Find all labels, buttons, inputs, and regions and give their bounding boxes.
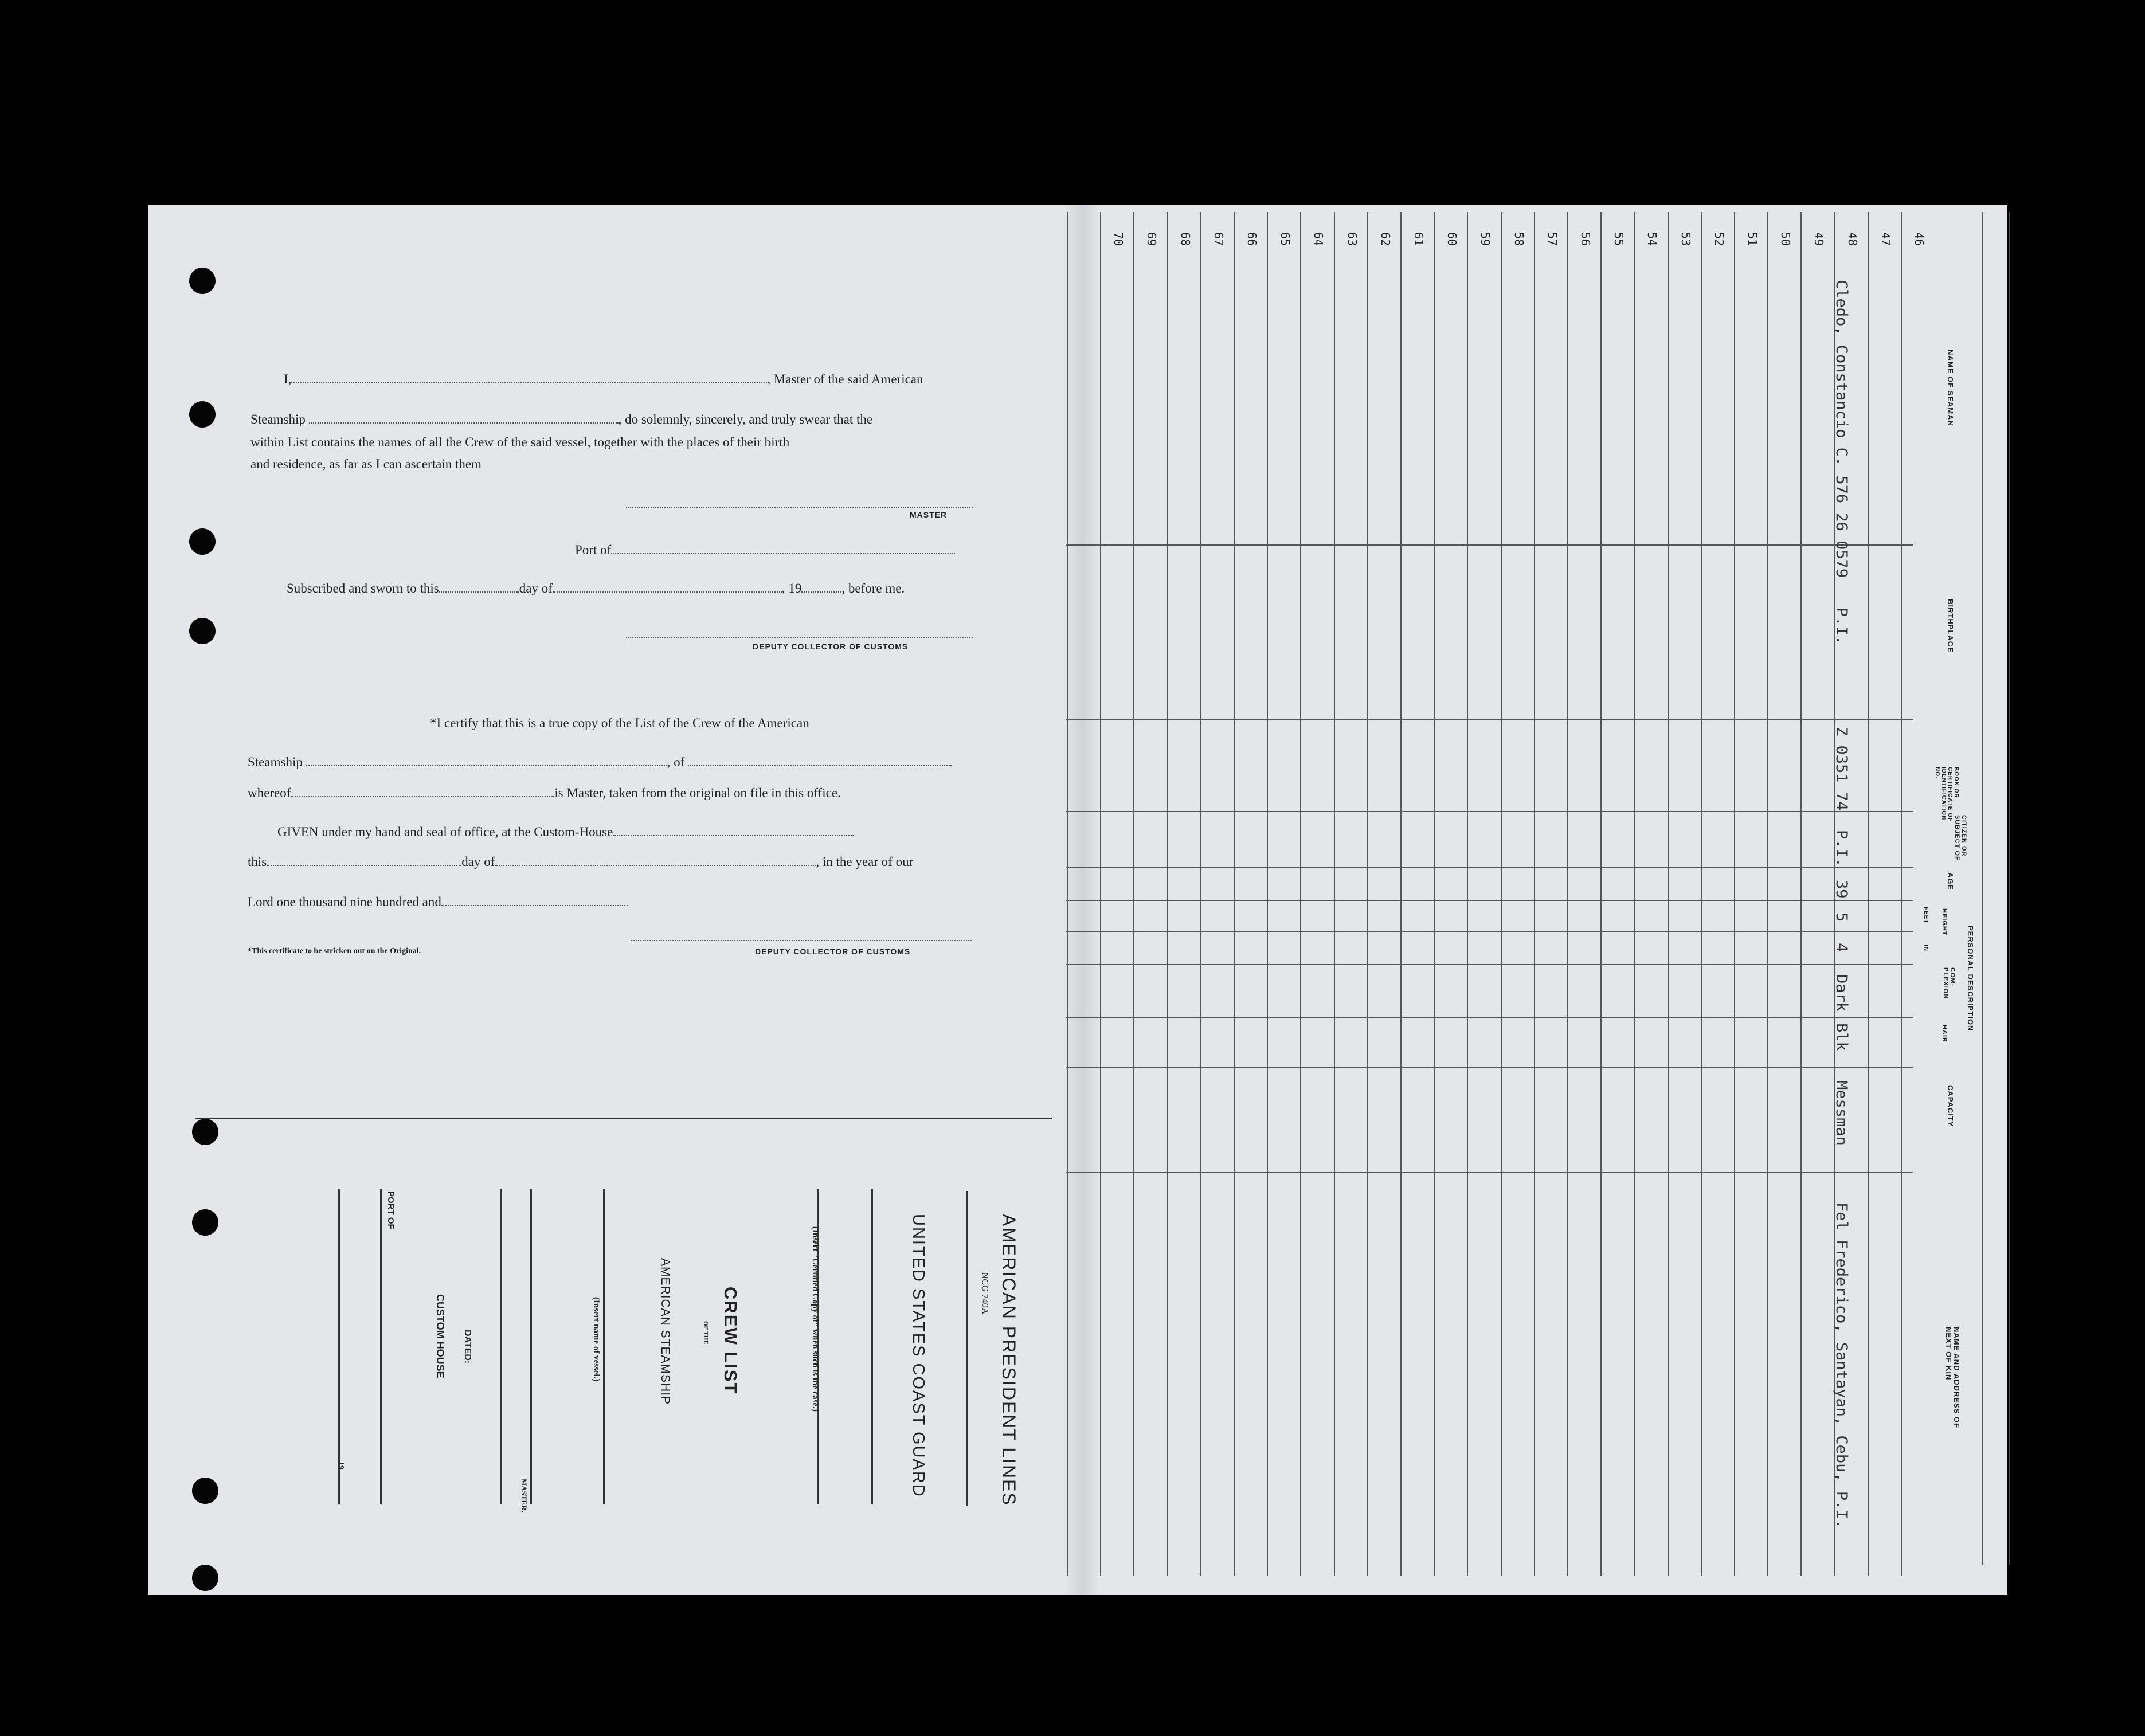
entry-name: Cledo, Constancio C. 576 26 0579 (1833, 280, 1850, 578)
binder-hole (192, 1209, 218, 1236)
header-capacity: CAPACITY (1946, 1085, 1955, 1127)
deputy-collector-label-2: DEPUTY COLLECTOR OF CUSTOMS (755, 947, 911, 956)
entry-age: 39 (1833, 880, 1850, 899)
subscribed-line: Subscribed and sworn to this day of , 19 , before me. (287, 581, 905, 595)
cover-subtitle: AMERICAN STEAMSHIP (659, 1258, 672, 1405)
row-number: 70 (1111, 232, 1126, 246)
table-column-divider (1066, 900, 1913, 901)
table-column-divider (1066, 931, 1913, 932)
cover-form-number: NCG 740A (980, 1272, 989, 1315)
table-column-divider (1066, 544, 1913, 546)
row-number: 51 (1745, 232, 1760, 246)
certificate-line-6: Lord one thousand nine hundred and (248, 895, 628, 908)
table-column-divider (1066, 867, 1913, 868)
cover-master: MASTER. (520, 1479, 529, 1512)
row-number: 69 (1145, 232, 1159, 246)
cover-rule (338, 1189, 340, 1504)
table-row-divider (1600, 212, 1602, 1576)
header-age: AGE (1946, 872, 1955, 891)
header-feet: FEET (1923, 907, 1929, 924)
table-row-divider (1634, 212, 1635, 1576)
certificate-line-2: Steamship , of (248, 755, 952, 769)
table-row-divider (1567, 212, 1568, 1576)
table-column-divider (1066, 719, 1913, 720)
row-number: 54 (1645, 232, 1659, 246)
oath-line-2: Steamship , do solemnly, sincerely, and truly swear that the (250, 412, 873, 426)
entry-hair: Blk (1833, 1023, 1850, 1051)
row-number: 49 (1812, 232, 1826, 246)
row-number: 66 (1245, 232, 1259, 246)
entry-birthplace: P.I. (1833, 608, 1850, 645)
row-number: 52 (1712, 232, 1727, 246)
row-number: 55 (1612, 232, 1626, 246)
cover-port-of: PORT OF (386, 1191, 396, 1229)
row-number: 56 (1579, 232, 1593, 246)
certificate-line-1: *I certify that this is a true copy of the List of the Crew of the American (430, 716, 809, 730)
table-row-divider (1501, 212, 1502, 1576)
section-divider (195, 1118, 1052, 1119)
table-row-divider (1200, 212, 1201, 1576)
table-column-divider (1066, 1067, 1913, 1068)
entry-capacity: Messman (1833, 1080, 1850, 1146)
row-number: 68 (1179, 232, 1193, 246)
deputy-signature-line (626, 637, 973, 638)
entry-inches: 4 (1833, 943, 1850, 953)
header-hair: HAIR (1941, 1025, 1948, 1043)
cover-rule (871, 1189, 873, 1504)
table-row-divider (1800, 212, 1802, 1576)
row-number: 65 (1278, 232, 1293, 246)
cover-title: CREW LIST (721, 1287, 741, 1395)
row-number: 61 (1412, 232, 1426, 246)
row-number: 58 (1512, 232, 1526, 246)
cover-rule (603, 1189, 605, 1504)
certificate-line-5: this day of , in the year of our (248, 855, 914, 869)
header-in: IN (1923, 945, 1929, 951)
cover-company: AMERICAN PRESIDENT LINES (999, 1214, 1019, 1506)
row-number: 63 (1345, 232, 1360, 246)
row-number: 48 (1846, 232, 1860, 246)
table-row-divider (1868, 212, 1869, 1576)
table-row-divider (1300, 212, 1301, 1576)
row-number: 57 (1545, 232, 1560, 246)
table-row-divider (1434, 212, 1435, 1576)
master-signature-line (626, 507, 973, 508)
header-citizen: CITIZEN OR SUBJECT OF (1954, 815, 1967, 861)
entry-book-number: Z 0351 74 (1833, 727, 1850, 811)
binder-hole (192, 1119, 218, 1145)
header-height: HEIGHT (1941, 908, 1948, 936)
row-number: 47 (1879, 232, 1893, 246)
table-row-divider (1067, 212, 1068, 1576)
header-next-of-kin: NAME AND ADDRESS OF NEXT OF KIN (1944, 1327, 1961, 1428)
cover-insert-note: (Insert "Certified Copy of" when such is the case.) (811, 1226, 820, 1412)
port-of-line: Port of (575, 543, 955, 557)
table-row-divider (1267, 212, 1268, 1576)
master-label: MASTER (910, 510, 948, 519)
row-number: 64 (1312, 232, 1326, 246)
row-number: 53 (1679, 232, 1693, 246)
cover-rule (500, 1189, 502, 1504)
oath-line-4: and residence, as far as I can ascertain them (250, 457, 482, 471)
entry-complexion: Dark (1833, 974, 1850, 1012)
row-number: 46 (1912, 232, 1927, 246)
entry-feet: 5 (1833, 912, 1850, 922)
table-border (2009, 212, 2010, 1565)
binder-hole (189, 618, 216, 644)
entry-next-of-kin: Fel Frederico, Santayan, Cebu, P.I. (1833, 1202, 1850, 1529)
table-row-divider (1734, 212, 1735, 1576)
deputy-collector-label: DEPUTY COLLECTOR OF CUSTOMS (753, 642, 909, 651)
binder-hole (192, 1478, 218, 1504)
table-row-divider (1100, 212, 1101, 1576)
table-row-divider (1701, 212, 1702, 1576)
table-row-divider (1767, 212, 1768, 1576)
cover-nineteen: 19 (336, 1461, 345, 1469)
table-row-divider (1334, 212, 1335, 1576)
table-column-divider (1066, 811, 1913, 812)
binder-hole (192, 1565, 218, 1591)
row-number: 50 (1779, 232, 1793, 246)
binder-hole (189, 528, 216, 555)
row-number: 59 (1478, 232, 1493, 246)
cover-rule (380, 1189, 382, 1504)
table-row-divider (1133, 212, 1134, 1576)
certificate-footnote: *This certificate to be stricken out on the Original. (248, 947, 421, 955)
cover-dated: DATED: (463, 1330, 472, 1364)
table-border (1982, 212, 1983, 1565)
entry-citizen: P.I. (1833, 830, 1850, 868)
table-row-divider (1400, 212, 1402, 1576)
table-column-divider (1066, 1172, 1913, 1173)
table-row-divider (1668, 212, 1669, 1576)
header-name-of-seaman: NAME OF SEAMAN (1946, 350, 1955, 426)
binder-hole (189, 401, 216, 428)
header-birthplace: BIRTHPLACE (1946, 599, 1955, 653)
table-row-divider (1367, 212, 1368, 1576)
table-row-divider (1234, 212, 1235, 1576)
row-number: 67 (1212, 232, 1226, 246)
cover-insert-vessel: (Insert name of vessel.) (592, 1297, 601, 1382)
certificate-line-3: whereof is Master, taken from the original on file in this office. (248, 786, 841, 800)
cover-custom-house: CUSTOM HOUSE (435, 1294, 446, 1378)
deputy-signature-line-2 (631, 940, 972, 941)
header-personal-description: PERSONAL DESCRIPTION (1966, 926, 1975, 1032)
table-row-divider (1534, 212, 1535, 1576)
oath-line-1: I, , Master of the said American (284, 372, 923, 386)
table-row-divider (1167, 212, 1168, 1576)
table-row-divider (1901, 212, 1902, 1576)
row-number: 60 (1445, 232, 1459, 246)
cover-of-the: OF THE (702, 1321, 709, 1345)
table-column-divider (1066, 964, 1913, 965)
binder-hole (189, 268, 216, 294)
cover-rule (966, 1191, 968, 1506)
certificate-line-4: GIVEN under my hand and seal of office, at the Custom-House (277, 825, 854, 838)
cover-rule (530, 1189, 532, 1504)
header-complexion: COM- PLEXION (1942, 967, 1956, 1000)
oath-line-3: within List contains the names of all the Crew of the said vessel, together with the places of their birth (250, 435, 790, 449)
cover-agency: UNITED STATES COAST GUARD (909, 1214, 927, 1498)
table-column-divider (1066, 1017, 1913, 1018)
row-number: 62 (1379, 232, 1393, 246)
table-row-divider (1467, 212, 1468, 1576)
header-book-certificate: BOOK OR CERTIFICATE OF IDENTIFICATION NO. (1934, 767, 1959, 822)
